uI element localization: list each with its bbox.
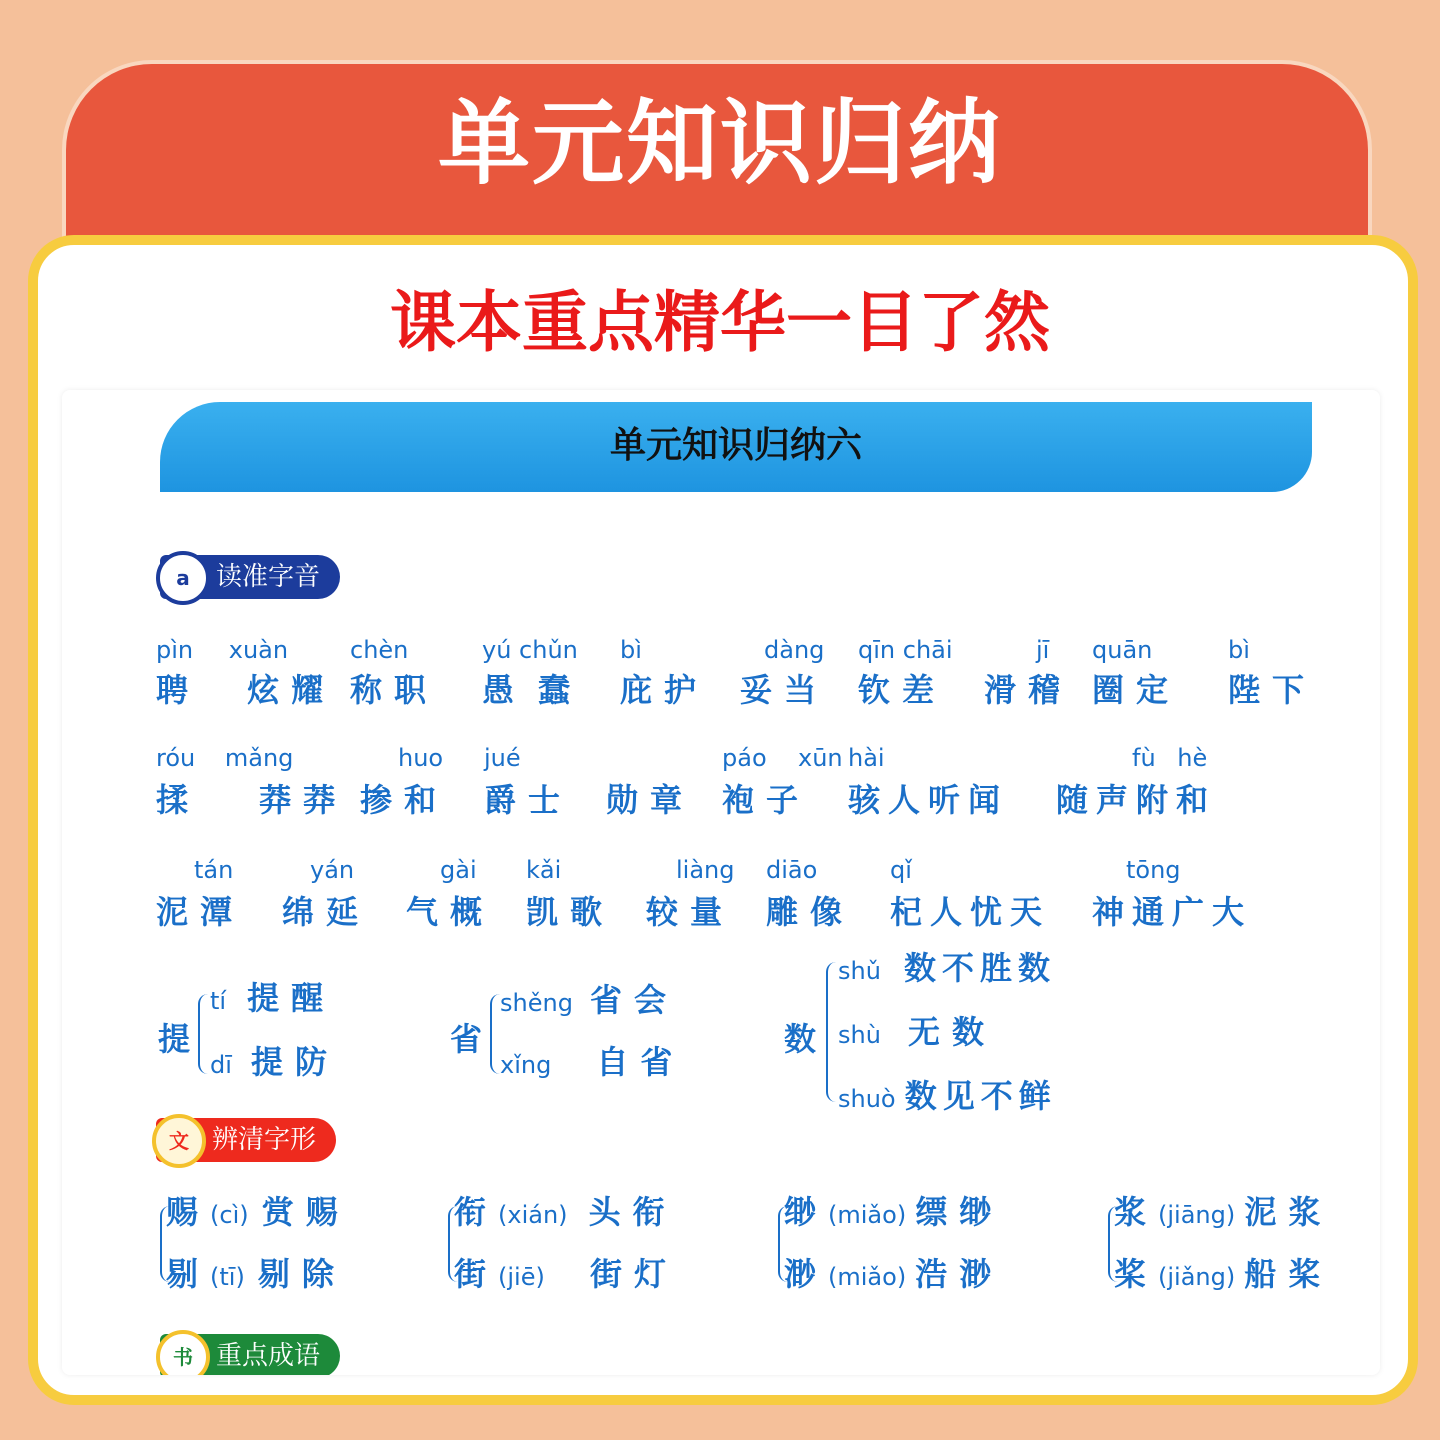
polyphone-reading	[838, 1077, 1057, 1115]
word: 街灯	[589, 1255, 678, 1293]
pinyin: shù	[838, 1021, 881, 1049]
pinyin: (jiāng)	[1158, 1201, 1236, 1229]
glyphs-badge-label: 辨清字形	[212, 1125, 317, 1155]
word: 数不胜数	[904, 949, 1057, 987]
pinyin: (miǎo)	[828, 1201, 907, 1229]
pron-item	[526, 856, 615, 931]
word: 雕像	[766, 893, 855, 931]
word: 赏赐	[261, 1193, 350, 1231]
pron-item	[282, 856, 371, 931]
pinyin: róu mǎng	[156, 744, 294, 772]
polyphone-reading	[500, 981, 679, 1019]
glyph-row	[454, 1193, 677, 1231]
word: 聘 炫耀	[156, 671, 336, 709]
pron-item	[1092, 856, 1253, 931]
word: 较量	[646, 893, 735, 931]
pron-item	[360, 744, 449, 819]
pronunciation-badge	[160, 555, 340, 599]
pinyin: (jiē)	[498, 1263, 545, 1291]
pron-item	[766, 856, 855, 931]
word: 凯歌	[526, 893, 615, 931]
pron-item	[848, 744, 1009, 819]
pinyin: xǐng	[500, 1051, 552, 1079]
pinyin: hài	[848, 744, 885, 772]
section-header-bar	[160, 402, 1312, 492]
glyph-char: 衔	[454, 1193, 499, 1231]
wen-character-icon: 文	[152, 1114, 206, 1168]
pinyin: shǔ	[838, 957, 881, 985]
word: 剔除	[257, 1255, 346, 1293]
glyph-row	[1114, 1255, 1333, 1293]
pinyin: dàng	[764, 636, 825, 664]
pinyin: tán	[194, 856, 234, 884]
word: 勋章	[606, 781, 695, 819]
word: 泥潭	[156, 893, 245, 931]
word: 随声附和	[1056, 781, 1217, 819]
word: 提防	[251, 1043, 340, 1081]
banner-title: 单元知识归纳	[437, 90, 1002, 197]
pinyin: pìn xuàn	[156, 636, 289, 664]
textbook-page	[62, 390, 1380, 1375]
polyphone-reading	[838, 1013, 997, 1051]
pinyin: (cì)	[210, 1201, 249, 1229]
pinyin: jī	[1036, 636, 1050, 664]
pinyin: tí	[210, 987, 227, 1015]
subtitle: 课本重点精华一目了然	[390, 284, 1050, 361]
word: 自省	[596, 1043, 685, 1081]
word: 气概	[406, 893, 495, 931]
pinyin: (tī)	[210, 1263, 245, 1291]
polyphone-char: 省	[450, 1020, 483, 1058]
word: 滑稽	[984, 671, 1073, 709]
polyphone-reading	[210, 979, 336, 1017]
pinyin: shuò	[838, 1085, 896, 1113]
pinyin: páo	[722, 744, 767, 772]
book-icon: 书	[156, 1330, 210, 1375]
pron-item	[156, 636, 336, 709]
pron-item	[484, 744, 573, 819]
word: 缥缈	[915, 1193, 1004, 1231]
pron-item	[1056, 744, 1217, 819]
word: 陛下	[1228, 671, 1317, 709]
word: 杞人忧天	[890, 893, 1051, 931]
pron-item	[156, 856, 245, 931]
word: 头衔	[588, 1193, 677, 1231]
polyphone-char: 提	[158, 1020, 191, 1058]
pron-item	[722, 744, 811, 819]
word: 船桨	[1244, 1255, 1333, 1293]
glyph-char: 渺	[784, 1255, 829, 1293]
word: 爵士	[484, 781, 573, 819]
pinyin: bì	[620, 636, 642, 664]
word: 妥当	[740, 671, 829, 709]
pron-item	[890, 856, 1051, 931]
glyph-row	[454, 1255, 678, 1293]
glyph-char: 桨	[1114, 1255, 1159, 1293]
pinyin: (jiǎng)	[1158, 1263, 1236, 1291]
pron-item	[1228, 636, 1317, 709]
word: 神通广大	[1092, 893, 1253, 931]
pron-item	[406, 856, 495, 931]
pinyin: qīn chāi	[858, 636, 953, 664]
polyphone-reading	[210, 1043, 340, 1081]
pinyin: quān	[1092, 636, 1153, 664]
word: 愚蠢	[482, 671, 595, 709]
pron-item	[646, 856, 735, 931]
glyph-row	[166, 1255, 346, 1293]
glyph-row	[784, 1255, 1004, 1293]
pinyin: kǎi	[526, 856, 562, 884]
pron-item	[858, 636, 953, 709]
glyph-row	[166, 1193, 350, 1231]
word: 提醒	[247, 979, 336, 1017]
word: 钦差	[858, 671, 947, 709]
pinyin: shěng	[500, 989, 573, 1017]
glyph-char: 赐	[166, 1193, 211, 1231]
brace	[198, 994, 208, 1074]
word: 掺和	[360, 781, 449, 819]
pron-item	[620, 636, 709, 709]
pronunciation-badge-label: 读准字音	[216, 562, 321, 592]
glyph-char: 浆	[1114, 1193, 1159, 1231]
pron-item	[350, 636, 439, 709]
word: 称职	[350, 671, 439, 709]
pinyin: huo	[398, 744, 444, 772]
polyphone-reading	[500, 1043, 685, 1081]
word: 揉 莽莽	[156, 781, 348, 819]
pinyin: diāo	[766, 856, 818, 884]
word: 庇护	[620, 671, 709, 709]
pron-item	[984, 636, 1073, 709]
pinyin: yú chǔn	[482, 636, 578, 664]
pinyin: dī	[210, 1051, 232, 1079]
pinyin: tōng	[1126, 856, 1181, 884]
pinyin: fù hè	[1132, 744, 1208, 772]
pinyin: qǐ	[890, 856, 912, 884]
word: 泥浆	[1244, 1193, 1333, 1231]
word: 骇人听闻	[848, 781, 1009, 819]
polyphone-reading	[838, 949, 1057, 987]
pron-item	[606, 746, 695, 819]
glyph-row	[1114, 1193, 1333, 1231]
pinyin: jué	[484, 744, 521, 772]
glyph-char: 剔	[166, 1255, 211, 1293]
pinyin: liàng	[676, 856, 735, 884]
idioms-badge-label: 重点成语	[216, 1341, 321, 1371]
pinyin: gài	[440, 856, 477, 884]
glyph-char: 缈	[784, 1193, 829, 1231]
idioms-badge	[160, 1334, 340, 1375]
pinyin: chèn	[350, 636, 409, 664]
pinyin: bì	[1228, 636, 1250, 664]
glyphs-badge	[156, 1118, 336, 1162]
word: 无数	[908, 1013, 997, 1051]
word: 绵延	[282, 893, 371, 931]
pinyin: yán	[310, 856, 355, 884]
letter-a-icon: a	[156, 551, 210, 605]
glyph-row	[784, 1193, 1004, 1231]
pron-item	[156, 744, 348, 819]
polyphone-char: 数	[784, 1020, 817, 1058]
pinyin: (miǎo)	[828, 1263, 907, 1291]
word: 圈定	[1092, 671, 1181, 709]
word: 袍子	[722, 781, 811, 819]
pinyin: (xián)	[498, 1201, 568, 1229]
word: 省会	[590, 981, 679, 1019]
pinyin: xūn	[798, 744, 843, 772]
glyph-char: 街	[454, 1255, 499, 1293]
pron-item	[1092, 636, 1181, 709]
word: 浩渺	[915, 1255, 1004, 1293]
brace	[490, 994, 500, 1074]
word: 数见不鲜	[904, 1077, 1057, 1115]
section-title: 单元知识归纳六	[609, 425, 862, 466]
pron-item	[482, 636, 595, 709]
pron-item	[740, 636, 829, 709]
brace	[826, 962, 836, 1102]
